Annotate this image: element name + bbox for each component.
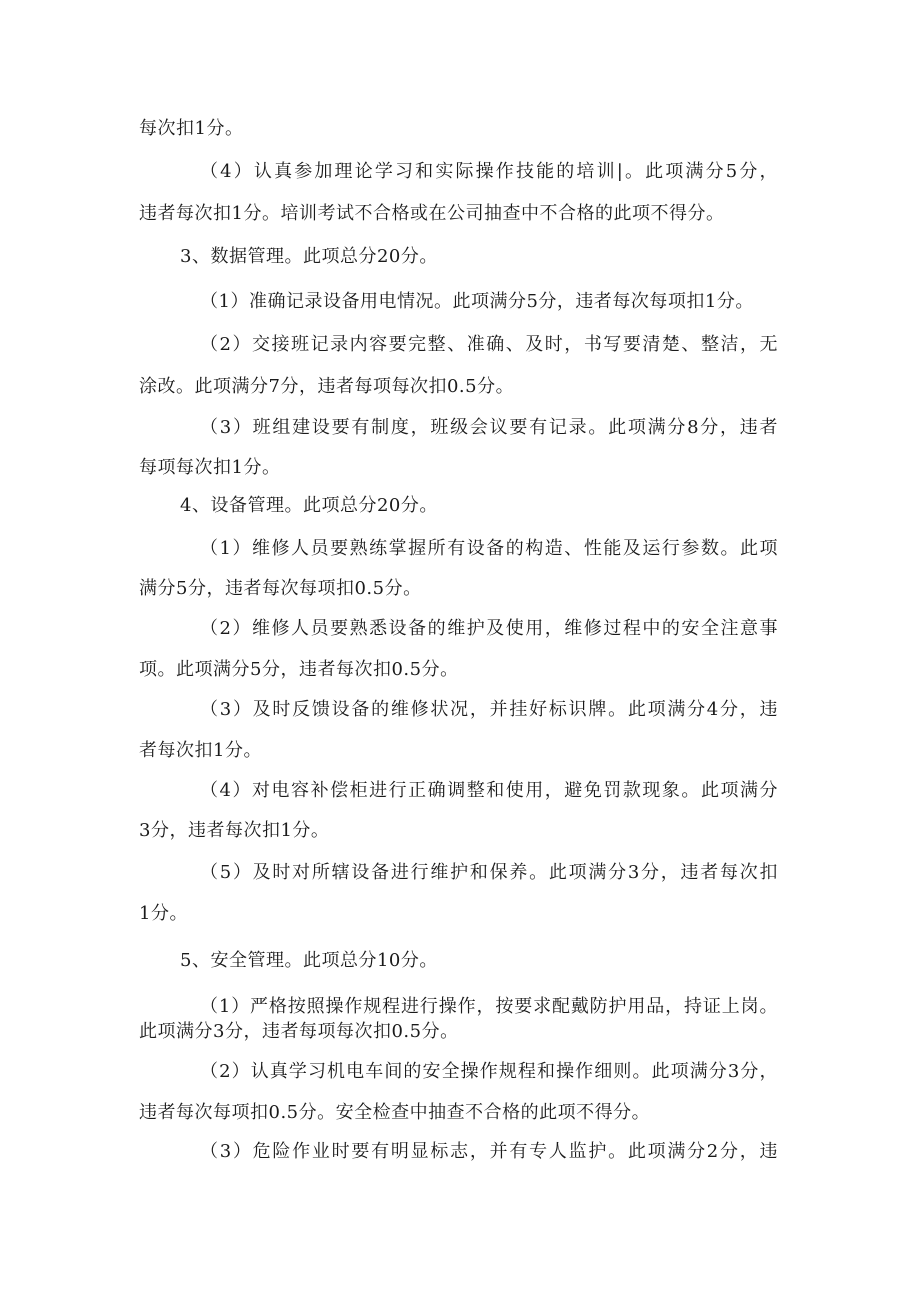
section-heading: 4、设备管理。此项总分20分。 <box>180 495 438 516</box>
text-line: （5）及时对所辖设备进行维护和保养。此项满分3分，违者每次扣 <box>200 862 778 883</box>
section-heading: 5、安全管理。此项总分10分。 <box>180 950 438 971</box>
text-line: （3）班组建设要有制度，班级会议要有记录。此项满分8分，违者 <box>200 417 778 438</box>
text-line: 每次扣1分。 <box>139 118 244 139</box>
text-line: 此项满分3分，违者每项每次扣0.5分。 <box>139 1021 459 1042</box>
text-line: 每项每次扣1分。 <box>139 457 281 478</box>
text-line: 1分。 <box>139 903 188 924</box>
text-line: （2）维修人员要熟悉设备的维护及使用，维修过程中的安全注意事 <box>200 618 778 639</box>
text-line: （3）及时反馈设备的维修状况，并挂好标识牌。此项满分4分，违 <box>200 699 778 720</box>
text-line: 违者每次每项扣0.5分。安全检查中抽查不合格的此项不得分。 <box>139 1102 651 1123</box>
text-line: （1）维修人员要熟练掌握所有设备的构造、性能及运行参数。此项 <box>200 538 778 559</box>
text-line: 满分5分，违者每次每项扣0.5分。 <box>139 578 422 599</box>
text-line: 3分，违者每次扣1分。 <box>139 820 330 841</box>
text-line: （1）准确记录设备用电情况。此项满分5分，违者每次每项扣1分。 <box>200 291 754 312</box>
section-heading: 3、数据管理。此项总分20分。 <box>180 246 438 267</box>
text-line: 者每次扣1分。 <box>139 740 262 761</box>
text-line: 涂改。此项满分7分，违者每项每次扣0.5分。 <box>139 376 515 397</box>
text-line: （3）危险作业时要有明显标志，并有专人监护。此项满分2分，违 <box>200 1141 778 1162</box>
text-line: （2）认真学习机电车间的安全操作规程和操作细则。此项满分3分， <box>200 1061 778 1082</box>
text-line: 违者每次扣1分。培训考试不合格或在公司抽查中不合格的此项不得分。 <box>139 203 725 224</box>
text-line: （4）对电容补偿柜进行正确调整和使用，避免罚款现象。此项满分 <box>200 780 778 801</box>
text-line: （4）认真参加理论学习和实际操作技能的培训|。此项满分5分， <box>200 161 778 182</box>
text-line: （1）严格按照操作规程进行操作，按要求配戴防护用品，持证上岗。 <box>200 996 778 1017</box>
text-line: （2）交接班记录内容要完整、准确、及时，书写要清楚、整洁，无 <box>200 334 778 355</box>
text-line: 项。此项满分5分，违者每次扣0.5分。 <box>139 659 459 680</box>
